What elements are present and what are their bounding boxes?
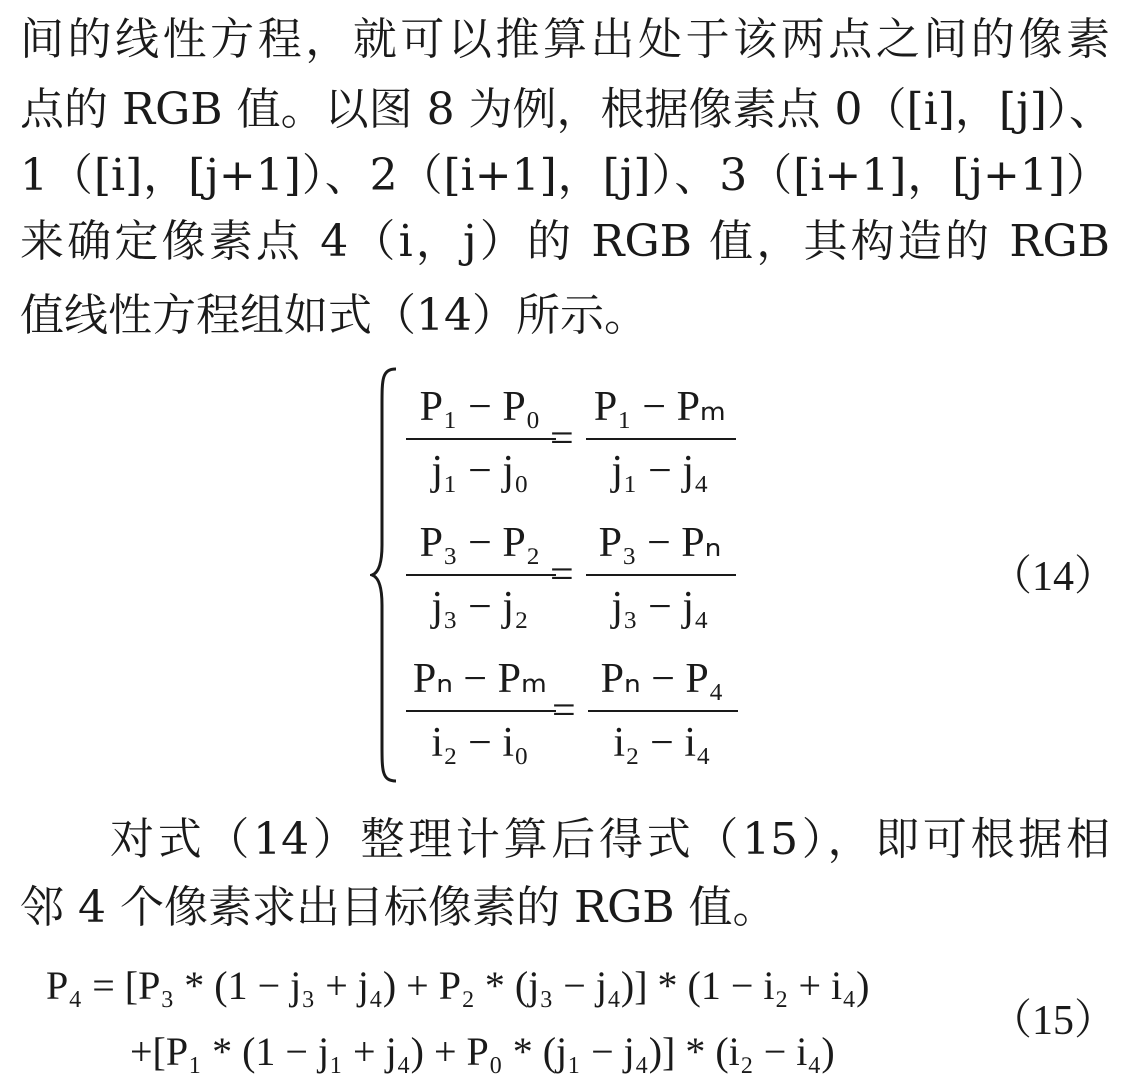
denominator: i₂ − i₀ bbox=[431, 720, 529, 766]
fraction-bar bbox=[406, 574, 556, 576]
fraction-bar bbox=[406, 438, 556, 440]
equals-sign: = bbox=[550, 552, 574, 598]
numerator: P₃ − Pₙ bbox=[598, 520, 722, 566]
numerator: Pₙ − Pₘ bbox=[412, 656, 548, 702]
fraction bbox=[580, 512, 740, 642]
fraction-bar bbox=[586, 574, 736, 576]
numerator: Pₙ − P₄ bbox=[600, 656, 724, 702]
paragraph-line: 邻 4 个像素求出目标像素的 RGB 值。 bbox=[20, 882, 777, 933]
fraction-bar bbox=[588, 710, 738, 712]
paragraph-line: 对式（14）整理计算后得式（15），即可根据相 bbox=[110, 814, 1110, 865]
numerator: P₃ − P₂ bbox=[419, 520, 541, 566]
paragraph-line: 间的线性方程，就可以推算出处于该两点之间的像素 bbox=[20, 14, 1110, 65]
paragraph-line: 来确定像素点 4（i，j）的 RGB 值，其构造的 RGB bbox=[20, 216, 1110, 267]
fraction bbox=[582, 648, 742, 778]
equals-sign: = bbox=[550, 416, 574, 462]
denominator: i₂ − i₄ bbox=[613, 720, 711, 766]
equation-row bbox=[400, 512, 760, 642]
paragraph-line: 值线性方程组如式（14）所示。 bbox=[20, 290, 648, 341]
equation-row bbox=[400, 376, 760, 506]
equation-row bbox=[400, 648, 760, 778]
numerator: P₁ − P₀ bbox=[419, 384, 541, 430]
fraction bbox=[400, 512, 560, 642]
fraction bbox=[580, 376, 740, 506]
fraction bbox=[400, 648, 560, 778]
equation-number: （15） bbox=[990, 998, 1117, 1044]
fraction-bar bbox=[586, 438, 736, 440]
paragraph-line: 点的 RGB 值。以图 8 为例，根据像素点 0（[i]，[j]）、 bbox=[20, 84, 1113, 135]
equation-line: P₄ = [P₃ * (1 − j₃ + j₄) + P₂ * (j₃ − j₄)] * (1 − i₂ + i₄) bbox=[46, 963, 870, 1008]
denominator: j₃ − j₂ bbox=[431, 584, 529, 630]
denominator: j₁ − j₄ bbox=[611, 448, 709, 494]
denominator: j₃ − j₄ bbox=[611, 584, 709, 630]
numerator: P₁ − Pₘ bbox=[593, 384, 727, 430]
equals-sign: = bbox=[552, 688, 576, 734]
paragraph-line: 1（[i]，[j+1]）、2（[i+1]，[j]）、3（[i+1]，[j+1]） bbox=[20, 150, 1110, 201]
left-brace-icon bbox=[370, 365, 400, 785]
fraction-bar bbox=[406, 710, 556, 712]
equation-number: （14） bbox=[990, 554, 1117, 600]
denominator: j₁ − j₀ bbox=[431, 448, 529, 494]
fraction bbox=[400, 376, 560, 506]
equation-line: +[P₁ * (1 − j₁ + j₄) + P₀ * (j₁ − j₄)] * (i₂ − i₄) bbox=[130, 1029, 835, 1074]
